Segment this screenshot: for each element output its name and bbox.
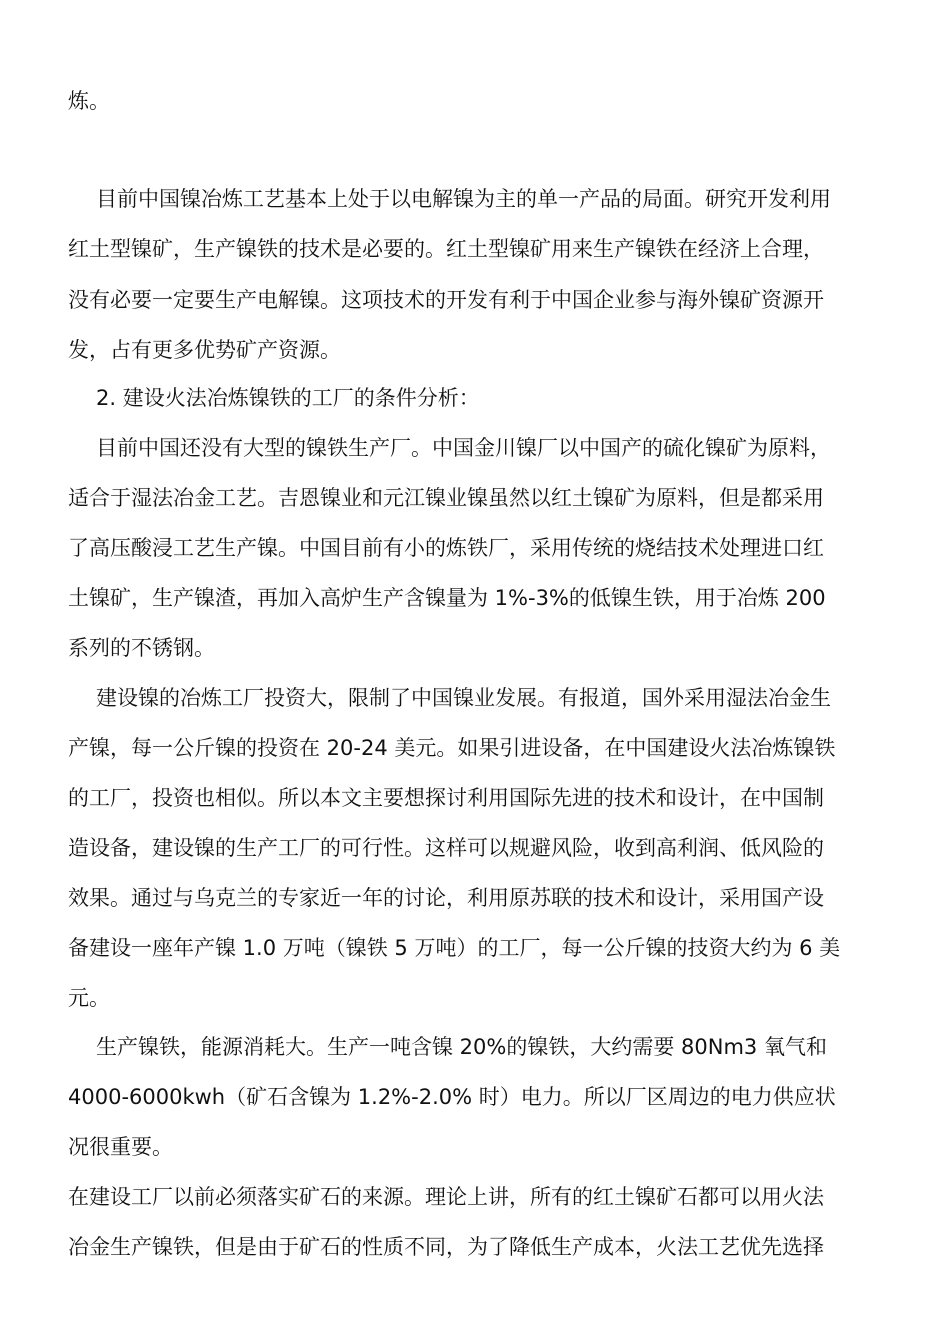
paragraph-line: 况很重要。 — [68, 1135, 173, 1159]
paragraph-line: 产镍，每一公斤镍的投资在 20-24 美元。如果引进设备，在中国建设火法冶炼镍铁 — [68, 736, 836, 760]
paragraph-line: 建设镍的冶炼工厂投资大，限制了中国镍业发展。有报道，国外采用湿法冶金生 — [96, 686, 831, 710]
paragraph-line: 土镍矿，生产镍渣，再加入高炉生产含镍量为 1%-3%的低镍生铁，用于冶炼 200 — [68, 586, 826, 610]
paragraph-line: 适合于湿法冶金工艺。吉恩镍业和元江镍业镍虽然以红土镍矿为原料，但是都采用 — [68, 486, 824, 510]
paragraph-line: 炼。 — [68, 89, 110, 113]
paragraph-line: 效果。通过与乌克兰的专家近一年的讨论，利用原苏联的技术和设计，采用国产设 — [68, 886, 824, 910]
paragraph-line: 没有必要一定要生产电解镍。这项技术的开发有利于中国企业参与海外镍矿资源开 — [68, 288, 824, 312]
paragraph-line: 了高压酸浸工艺生产镍。中国目前有小的炼铁厂，采用传统的烧结技术处理进口红 — [68, 536, 824, 560]
paragraph-line: 目前中国还没有大型的镍铁生产厂。中国金川镍厂以中国产的硫化镍矿为原料， — [96, 436, 831, 460]
paragraph-line: 4000-6000kwh（矿石含镍为 1.2%-2.0% 时）电力。所以厂区周边的电力供应状 — [68, 1085, 836, 1109]
paragraph-line: 在建设工厂以前必须落实矿石的来源。理论上讲，所有的红土镍矿石都可以用火法 — [68, 1185, 824, 1209]
paragraph-line: 生产镍铁，能源消耗大。生产一吨含镍 20%的镍铁，大约需要 80Nm3 氧气和 — [96, 1035, 827, 1059]
paragraph-line: 发，占有更多优势矿产资源。 — [68, 338, 341, 362]
section-heading: 2. 建设火法冶炼镍铁的工厂的条件分析： — [96, 386, 480, 410]
paragraph-line: 目前中国镍冶炼工艺基本上处于以电解镍为主的单一产品的局面。研究开发利用 — [96, 187, 831, 211]
paragraph-line: 的工厂，投资也相似。所以本文主要想探讨利用国际先进的技术和设计，在中国制 — [68, 786, 824, 810]
paragraph-line: 造设备，建设镍的生产工厂的可行性。这样可以规避风险，收到高利润、低风险的 — [68, 836, 824, 860]
paragraph-line: 系列的不锈钢。 — [68, 636, 215, 660]
paragraph-line: 红土型镍矿，生产镍铁的技术是必要的。红土型镍矿用来生产镍铁在经济上合理， — [68, 237, 824, 261]
paragraph-line: 冶金生产镍铁，但是由于矿石的性质不同，为了降低生产成本，火法工艺优先选择 — [68, 1235, 824, 1259]
paragraph-line: 元。 — [68, 986, 110, 1010]
paragraph-line: 备建设一座年产镍 1.0 万吨（镍铁 5 万吨）的工厂，每一公斤镍的技资大约为 6 美 — [68, 936, 841, 960]
